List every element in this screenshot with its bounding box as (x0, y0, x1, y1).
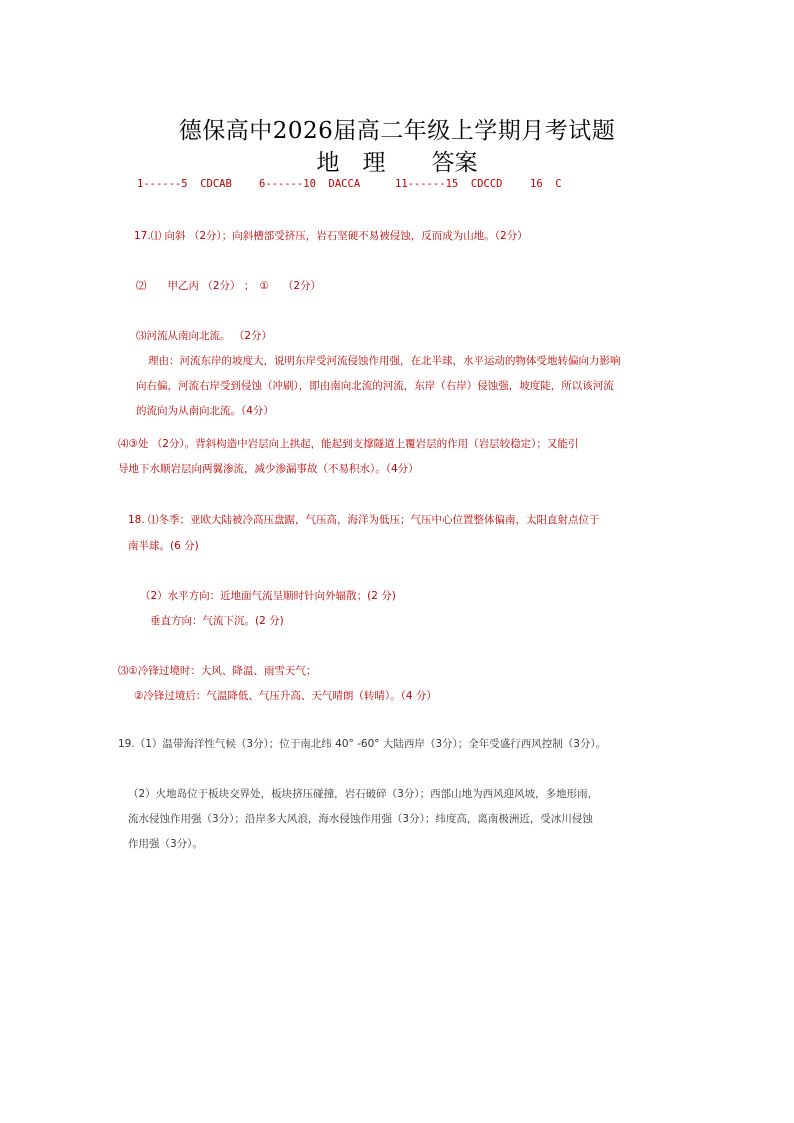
q18-part3-line: ⑶①冷锋过境时：大风、降温、雨雪天气； (118, 665, 317, 677)
mc-answers-11-15: 11------15 CDCCD (395, 178, 503, 190)
q17-part4-line: 导地下水顺岩层向两翼渗流，减少渗漏事故（不易积水）。（4分） (118, 463, 419, 475)
q19-part1: 19.（1）温带海洋性气候（3分）；位于南北纬 40° -60° 大陆西岸（3分）；全年受盛行西风控制（3分）。 (118, 738, 607, 750)
mc-answers-1-5: 1------5 CDCAB (137, 178, 232, 190)
page-subtitle: 地 理 答案 (316, 150, 478, 176)
q17-part3-reason-line: 向右偏，河流右岸受到侵蚀（冲刷），即由南向北流的河流，东岸（右岸）侵蚀强，坡度陡，所以该河流 (136, 380, 614, 392)
q17-part2: ⑵ 甲乙丙 （2分） ； ① （2分） (136, 280, 322, 292)
q18-part3-line: ②冷锋过境后：气温降低、气压升高、天气晴朗（转晴）。（4 分） (134, 690, 437, 702)
q18-part1-line: 南半球。(6 分) (128, 540, 199, 552)
q17-part3-reason-line: 理由：河流东岸的坡度大，说明东岸受河流侵蚀作用强，在北半球，水平运动的物体受地转偏向力影响 (148, 355, 621, 367)
q18-part1-line: 18. ⑴冬季；亚欧大陆被冷高压盘踞，气压高，海洋为低压；气压中心位置整体偏南，太阳直射点位于 (128, 514, 600, 526)
q19-part2-line: （2）火地岛位于板块交界处，板块挤压碰撞，岩石破碎（3分）；西部山地为西风迎风坡，多地形雨， (128, 788, 599, 800)
q19-part2-line: 作用强（3分）。 (128, 838, 203, 850)
page-title: 德保高中2026届高二年级上学期月考试题 (178, 118, 616, 144)
q18-part2-line: 垂直方向：气流下沉。(2 分) (150, 615, 284, 627)
mc-answers-16: 16 C (530, 178, 562, 190)
q17-part3-reason-line: 的流向为从南向北流。（4分） (136, 405, 274, 417)
q17-part3-head: ⑶河流从南向北流。 （2分） (136, 330, 273, 342)
mc-answers-6-10: 6------10 DACCA (259, 178, 361, 190)
q18-part2-line: （2）水平方向：近地面气流呈顺时针向外辐散；(2 分) (140, 590, 396, 602)
q17-part4-line: ⑷③处 （2分）。背斜构造中岩层向上拱起，能起到支撑隧道上覆岩层的作用（岩层较稳定）；又能引 (118, 438, 579, 450)
q17-part1: 17.⑴ 向斜 （2分）；向斜槽部受挤压，岩石坚硬不易被侵蚀，反而成为山地。（2分） (134, 230, 528, 242)
q19-part2-line: 流水侵蚀作用强（3分）；沿岸多大风浪，海水侵蚀作用强（3分）；纬度高，离南极洲近，受冰川侵蚀 (128, 813, 593, 825)
